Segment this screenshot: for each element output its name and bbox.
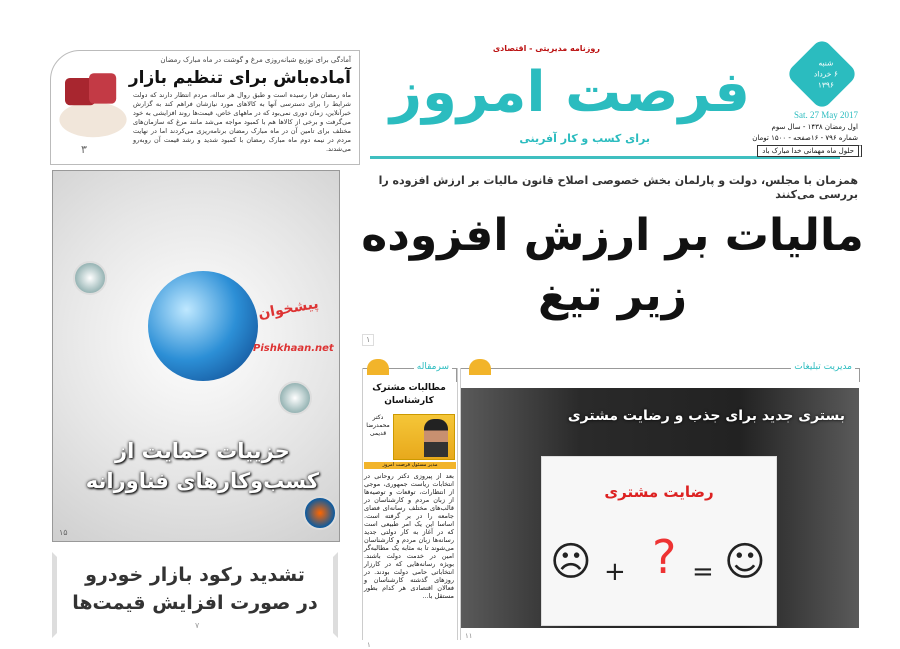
- author-photo: [393, 414, 455, 460]
- meat-chicken-image: [57, 69, 129, 139]
- teaser-title[interactable]: آماده‌باش برای تنظیم بازار: [128, 68, 351, 88]
- teaser-box[interactable]: [50, 50, 360, 165]
- page-number: ۳: [81, 143, 87, 156]
- story-box[interactable]: [52, 552, 338, 638]
- date-badge: [785, 37, 859, 111]
- feature-title: [86, 436, 319, 496]
- briefcase-icon: [469, 359, 491, 375]
- tech-bubble-image: [278, 381, 312, 415]
- page-number: ۱۱: [465, 632, 473, 640]
- equals-sign: =: [692, 557, 714, 587]
- main-headline[interactable]: [350, 206, 875, 326]
- happy-face-icon: ☺: [724, 539, 766, 585]
- page-number: ۱: [367, 641, 371, 649]
- issue-number: شماره ۷۹۶ - ۱۶صفحه - ۱۵۰۰ تومان: [752, 134, 858, 142]
- feature-title-line: کسب‌وکارهای فناورانه: [85, 469, 319, 493]
- story-title-line: در صورت افزایش قیمت‌ها: [72, 592, 318, 614]
- editorial-title: مطالبات مشترک کارشناسان: [372, 383, 446, 406]
- ad-image: [461, 388, 859, 628]
- persian-date: ۶ خرداد: [813, 69, 838, 79]
- subheadline: همزمان با مجلس، دولت و پارلمان بخش خصوصی اصلاح قانون مالیات بر ارزش افزوده را بررسی می‌کنند: [378, 174, 858, 201]
- page-number: ۱۵: [59, 528, 68, 537]
- persian-year: ۱۳۹۶: [817, 80, 834, 90]
- newspaper-logo: فرصت امروز: [389, 60, 750, 125]
- teaser-body: ماه رمضان فرا رسیده است و طبق روال هر ساله، مردم انتظار دارند که دولت شرایط را برای دسترسی آنها به کالاهای مورد نیازشان فراهم کند به گزارش خبرآنلاین، زمان دوری نمی‌بود که در ماههای خاص، قیمت‌ها روند افزایشی به خود می‌گرفت و برخی از کالاها هم با کمبود مواجه می‌شد مانند مرغ که سازمان‌های مختلف برای تامین آن در ماه مبارک رمضان برنامه‌ریزی می‌کردند اما در نهایت مردم در نیمه دوم ماه مبارک رمضان با کمبود شدید و رشد قیمت آن روبه‌رو می‌شدند.: [133, 91, 351, 153]
- watermark: پیشخوان: [257, 295, 320, 323]
- feature-title-line: جزییات حمایت از: [114, 439, 290, 463]
- sign-board: [541, 456, 777, 626]
- editorial-column[interactable]: [362, 362, 458, 649]
- ad-section[interactable]: [460, 362, 860, 640]
- gregorian-date: Sat. 27 May 2017: [794, 110, 858, 120]
- author-role: مدیر مسئول فرصت امروز: [364, 462, 456, 469]
- pen-icon: [367, 359, 389, 375]
- section-header: [461, 362, 860, 382]
- masthead: [360, 40, 900, 165]
- tech-bubble-image: [303, 496, 337, 530]
- watermark-url: Pishkhaan.net: [253, 343, 334, 354]
- page-number: ۱: [362, 334, 374, 346]
- ad-caption: بستری جدید برای جذب و رضایت مشتری: [567, 408, 845, 424]
- notice: حلول ماه مهمانی خدا مبارک باد: [757, 145, 862, 157]
- section-label: مدیریت تبلیغات: [791, 361, 855, 373]
- board-text: رضایت مشتری: [604, 483, 714, 501]
- tagline: روزنامه مدیریتی - اقتصادی: [492, 44, 600, 53]
- author-name: دکتر محمدرضا قدیمی: [366, 414, 390, 437]
- plus-sign: +: [604, 557, 626, 587]
- section-label: سرمقاله: [414, 361, 452, 373]
- question-mark-icon: ?: [652, 530, 677, 584]
- teaser-kicker: آمادگی برای توزیع شبانه‌روزی مرغ و گوشت در ماه مبارک رمضان: [160, 56, 351, 64]
- story-title-line: تشدید رکود بازار خودرو: [85, 564, 305, 586]
- editorial-body: بعد از پیروزی دکتر روحانی در انتخابات ریاست جمهوری، موجی از انتظارات، توقعات و توصیه‌ها از زبان مردم و کارشناسان در قالب‌های مختلف رسانه‌ای فضای جامعه را در بر گرفته است. اساسا این یک امر طبیعی است که در آغاز به کار دولتی جدید رسانه‌ها زبان مردم و کارشناسان می‌شوند تا به مثابه یک مطالبه‌گر امین در خدمت دولت باشند. بویژه رسانه‌هایی که در کارزار انتخاباتی حامی دولت بودند. در روزهای گذشته کارشناسان و فعالان اقتصادی هر کدام بطور مستقل با...: [364, 472, 454, 600]
- slogan: برای کسب و کار آفرینی: [519, 132, 650, 145]
- story-title: [67, 561, 323, 617]
- globe-image: [148, 271, 258, 381]
- headline-line: مالیات بر ارزش افزوده: [361, 210, 864, 261]
- feature-box[interactable]: [52, 170, 340, 542]
- tech-bubble-image: [73, 261, 107, 295]
- headline-line: زیر تیغ: [537, 270, 688, 321]
- page-number: ۷: [195, 621, 200, 630]
- weekday: شنبه: [818, 58, 834, 68]
- section-header: [363, 362, 457, 382]
- issue-info: اول رمضان ۱۴۳۸ - سال سوم: [771, 123, 858, 131]
- sad-face-icon: ☹: [550, 539, 592, 585]
